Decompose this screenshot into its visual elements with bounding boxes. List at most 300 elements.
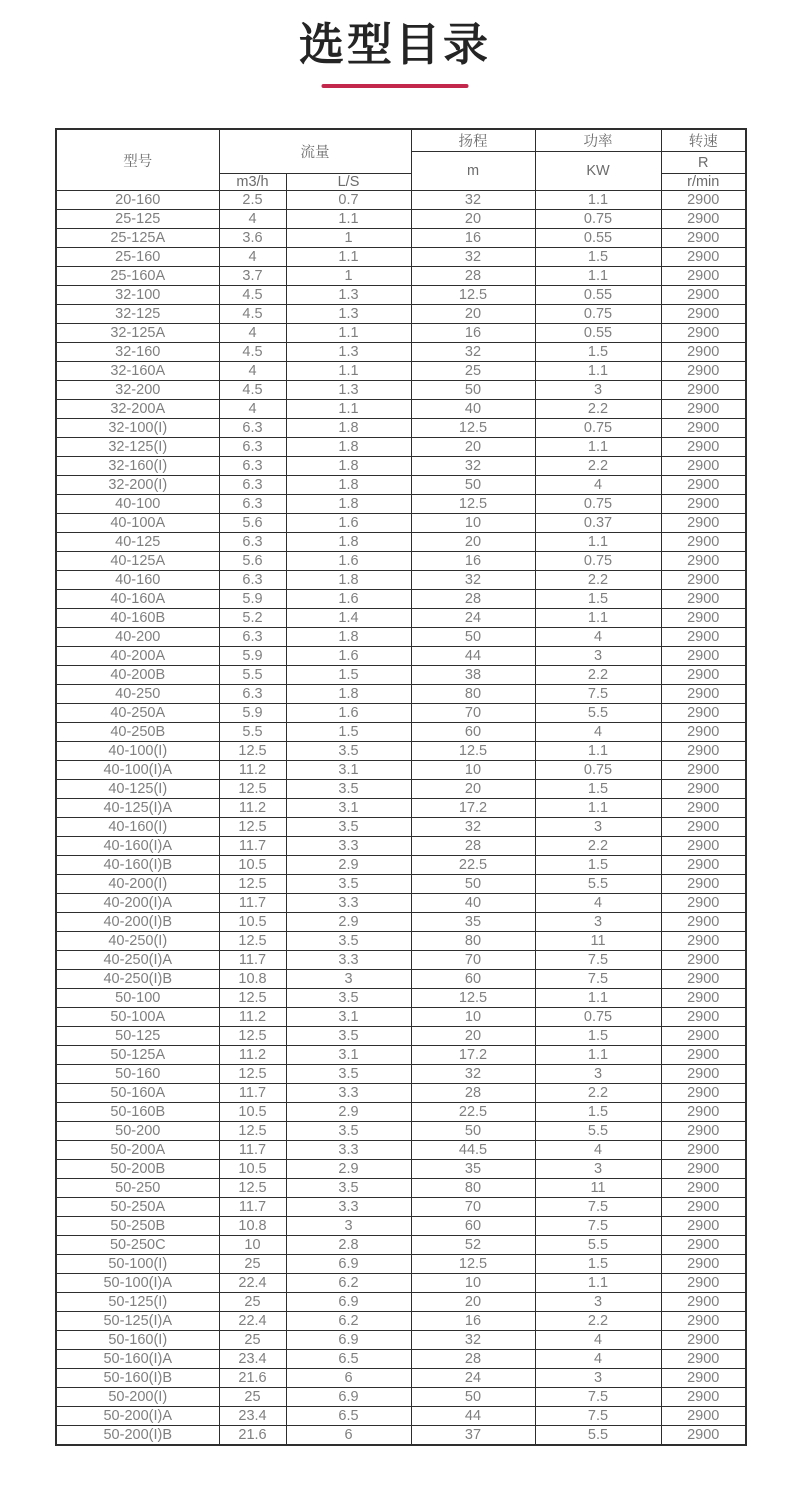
table-row (56, 704, 746, 723)
flow-m3h-cell: 22.4 (219, 1312, 286, 1331)
table-row (56, 210, 746, 229)
head-cell: 28 (411, 1084, 535, 1103)
flow-ls-cell: 3.5 (286, 1065, 411, 1084)
flow-ls-cell: 1.5 (286, 666, 411, 685)
speed-cell: 2900 (661, 1236, 746, 1255)
speed-cell: 2900 (661, 609, 746, 628)
model-cell: 50-160(I)B (56, 1369, 219, 1388)
model-cell: 32-100(I) (56, 419, 219, 438)
flow-ls-cell: 1.6 (286, 514, 411, 533)
flow-ls-cell: 1.8 (286, 438, 411, 457)
model-cell: 50-160(I) (56, 1331, 219, 1350)
flow-m3h-cell: 6.3 (219, 495, 286, 514)
head-cell: 20 (411, 305, 535, 324)
model-cell: 50-160B (56, 1103, 219, 1122)
power-cell: 0.75 (535, 552, 661, 571)
model-cell: 40-160(I) (56, 818, 219, 837)
speed-cell: 2900 (661, 1103, 746, 1122)
flow-m3h-cell: 6.3 (219, 476, 286, 495)
head-cell: 12.5 (411, 286, 535, 305)
flow-m3h-cell: 12.5 (219, 818, 286, 837)
flow-m3h-cell: 12.5 (219, 989, 286, 1008)
speed-cell: 2900 (661, 856, 746, 875)
power-cell: 1.1 (535, 1274, 661, 1293)
head-cell: 60 (411, 723, 535, 742)
speed-cell: 2900 (661, 647, 746, 666)
model-cell: 50-250 (56, 1179, 219, 1198)
speed-cell: 2900 (661, 1331, 746, 1350)
head-cell: 20 (411, 210, 535, 229)
head-cell: 44 (411, 647, 535, 666)
head-cell: 12.5 (411, 419, 535, 438)
table-row (56, 666, 746, 685)
head-cell: 10 (411, 514, 535, 533)
flow-m3h-cell: 2.5 (219, 191, 286, 210)
speed-cell: 2900 (661, 1388, 746, 1407)
model-cell: 50-100A (56, 1008, 219, 1027)
flow-m3h-cell: 4.5 (219, 381, 286, 400)
speed-cell: 2900 (661, 818, 746, 837)
table-row (56, 742, 746, 761)
flow-m3h-cell: 25 (219, 1388, 286, 1407)
power-cell: 1.5 (535, 1027, 661, 1046)
table-row (56, 970, 746, 989)
speed-cell: 2900 (661, 1046, 746, 1065)
flow-m3h-cell: 10.8 (219, 970, 286, 989)
col-header-model: 型号 (56, 129, 219, 191)
head-cell: 32 (411, 1331, 535, 1350)
head-cell: 20 (411, 533, 535, 552)
power-cell: 3 (535, 1160, 661, 1179)
flow-ls-cell: 2.9 (286, 913, 411, 932)
table-row (56, 609, 746, 628)
flow-m3h-cell: 10.5 (219, 1160, 286, 1179)
head-cell: 35 (411, 913, 535, 932)
table-row (56, 362, 746, 381)
table-row (56, 932, 746, 951)
table-row (56, 913, 746, 932)
model-cell: 50-100 (56, 989, 219, 1008)
head-cell: 12.5 (411, 989, 535, 1008)
flow-m3h-cell: 11.7 (219, 1141, 286, 1160)
col-header-speed: 转速 (661, 129, 746, 152)
flow-ls-cell: 6 (286, 1369, 411, 1388)
speed-cell: 2900 (661, 761, 746, 780)
flow-ls-cell: 6.9 (286, 1293, 411, 1312)
head-cell: 50 (411, 1122, 535, 1141)
flow-ls-cell: 6.5 (286, 1407, 411, 1426)
power-cell: 5.5 (535, 875, 661, 894)
speed-cell: 2900 (661, 1141, 746, 1160)
speed-cell: 2900 (661, 571, 746, 590)
header-row-1 (56, 129, 746, 152)
power-cell: 3 (535, 647, 661, 666)
unit-power-kw: KW (535, 152, 661, 191)
power-cell: 5.5 (535, 1426, 661, 1445)
flow-ls-cell: 1.1 (286, 362, 411, 381)
flow-ls-cell: 1.8 (286, 495, 411, 514)
head-cell: 25 (411, 362, 535, 381)
flow-ls-cell: 3.5 (286, 780, 411, 799)
flow-ls-cell: 1.3 (286, 381, 411, 400)
model-cell: 40-125 (56, 533, 219, 552)
flow-m3h-cell: 25 (219, 1255, 286, 1274)
speed-cell: 2900 (661, 704, 746, 723)
flow-m3h-cell: 6.3 (219, 571, 286, 590)
flow-ls-cell: 3 (286, 1217, 411, 1236)
table-row (56, 514, 746, 533)
table-row (56, 761, 746, 780)
flow-ls-cell: 1.6 (286, 590, 411, 609)
power-cell: 2.2 (535, 666, 661, 685)
table-row (56, 951, 746, 970)
power-cell: 1.1 (535, 533, 661, 552)
flow-ls-cell: 3.5 (286, 989, 411, 1008)
table-row (56, 419, 746, 438)
table-row (56, 1065, 746, 1084)
flow-m3h-cell: 5.9 (219, 704, 286, 723)
flow-m3h-cell: 11.2 (219, 1008, 286, 1027)
flow-ls-cell: 1.3 (286, 286, 411, 305)
model-cell: 40-160A (56, 590, 219, 609)
head-cell: 37 (411, 1426, 535, 1445)
flow-ls-cell: 1.1 (286, 324, 411, 343)
speed-cell: 2900 (661, 951, 746, 970)
speed-cell: 2900 (661, 1027, 746, 1046)
head-cell: 50 (411, 476, 535, 495)
flow-ls-cell: 3.1 (286, 761, 411, 780)
flow-m3h-cell: 25 (219, 1331, 286, 1350)
power-cell: 1.1 (535, 267, 661, 286)
speed-cell: 2900 (661, 1008, 746, 1027)
head-cell: 12.5 (411, 742, 535, 761)
model-cell: 40-160(I)A (56, 837, 219, 856)
table-row (56, 1008, 746, 1027)
power-cell: 4 (535, 723, 661, 742)
flow-m3h-cell: 4 (219, 324, 286, 343)
table-row (56, 780, 746, 799)
flow-ls-cell: 1.8 (286, 685, 411, 704)
table-row (56, 685, 746, 704)
flow-ls-cell: 6 (286, 1426, 411, 1445)
title-underline-accent (322, 84, 469, 88)
flow-m3h-cell: 4.5 (219, 286, 286, 305)
flow-ls-cell: 3.1 (286, 799, 411, 818)
speed-cell: 2900 (661, 533, 746, 552)
speed-cell: 2900 (661, 1426, 746, 1445)
head-cell: 28 (411, 837, 535, 856)
flow-m3h-cell: 5.2 (219, 609, 286, 628)
model-cell: 50-160 (56, 1065, 219, 1084)
head-cell: 32 (411, 571, 535, 590)
flow-ls-cell: 1.8 (286, 457, 411, 476)
speed-cell: 2900 (661, 457, 746, 476)
flow-m3h-cell: 5.5 (219, 666, 286, 685)
table-row (56, 1293, 746, 1312)
table-row (56, 1217, 746, 1236)
flow-m3h-cell: 4.5 (219, 305, 286, 324)
table-row (56, 229, 746, 248)
flow-m3h-cell: 11.7 (219, 1198, 286, 1217)
flow-m3h-cell: 23.4 (219, 1407, 286, 1426)
head-cell: 50 (411, 875, 535, 894)
table-row (56, 856, 746, 875)
model-cell: 50-100(I) (56, 1255, 219, 1274)
model-cell: 25-160 (56, 248, 219, 267)
table-row (56, 1198, 746, 1217)
speed-cell: 2900 (661, 685, 746, 704)
speed-cell: 2900 (661, 495, 746, 514)
model-cell: 50-250C (56, 1236, 219, 1255)
flow-ls-cell: 6.5 (286, 1350, 411, 1369)
speed-cell: 2900 (661, 913, 746, 932)
table-row (56, 267, 746, 286)
flow-ls-cell: 1 (286, 229, 411, 248)
power-cell: 1.5 (535, 1255, 661, 1274)
speed-cell: 2900 (661, 1350, 746, 1369)
model-cell: 25-160A (56, 267, 219, 286)
flow-m3h-cell: 5.6 (219, 552, 286, 571)
power-cell: 3 (535, 913, 661, 932)
power-cell: 4 (535, 476, 661, 495)
power-cell: 7.5 (535, 685, 661, 704)
speed-cell: 2900 (661, 400, 746, 419)
flow-m3h-cell: 3.6 (219, 229, 286, 248)
table-row (56, 894, 746, 913)
model-cell: 32-200A (56, 400, 219, 419)
table-row (56, 1350, 746, 1369)
head-cell: 28 (411, 1350, 535, 1369)
head-cell: 12.5 (411, 1255, 535, 1274)
unit-flow-ls: L/S (286, 174, 411, 191)
flow-m3h-cell: 12.5 (219, 780, 286, 799)
power-cell: 5.5 (535, 1122, 661, 1141)
head-cell: 44.5 (411, 1141, 535, 1160)
head-cell: 20 (411, 1027, 535, 1046)
col-header-head: 扬程 (411, 129, 535, 152)
table-row (56, 343, 746, 362)
model-cell: 32-200 (56, 381, 219, 400)
flow-m3h-cell: 12.5 (219, 742, 286, 761)
speed-cell: 2900 (661, 324, 746, 343)
flow-m3h-cell: 5.5 (219, 723, 286, 742)
speed-cell: 2900 (661, 248, 746, 267)
speed-cell: 2900 (661, 305, 746, 324)
table-row (56, 1255, 746, 1274)
model-cell: 32-125A (56, 324, 219, 343)
power-cell: 4 (535, 628, 661, 647)
head-cell: 10 (411, 1008, 535, 1027)
table-body (56, 191, 746, 1445)
head-cell: 12.5 (411, 495, 535, 514)
table-row (56, 1179, 746, 1198)
head-cell: 16 (411, 1312, 535, 1331)
flow-m3h-cell: 12.5 (219, 875, 286, 894)
head-cell: 16 (411, 552, 535, 571)
flow-ls-cell: 1.8 (286, 476, 411, 495)
speed-cell: 2900 (661, 1274, 746, 1293)
flow-m3h-cell: 6.3 (219, 685, 286, 704)
power-cell: 1.5 (535, 590, 661, 609)
flow-ls-cell: 3.5 (286, 818, 411, 837)
table-row (56, 305, 746, 324)
flow-ls-cell: 3.3 (286, 1084, 411, 1103)
model-cell: 40-250(I)A (56, 951, 219, 970)
flow-ls-cell: 1.3 (286, 343, 411, 362)
power-cell: 0.75 (535, 210, 661, 229)
table-row (56, 1046, 746, 1065)
head-cell: 10 (411, 1274, 535, 1293)
model-cell: 32-100 (56, 286, 219, 305)
head-cell: 20 (411, 780, 535, 799)
speed-cell: 2900 (661, 989, 746, 1008)
speed-cell: 2900 (661, 799, 746, 818)
table-row (56, 1141, 746, 1160)
head-cell: 17.2 (411, 1046, 535, 1065)
flow-ls-cell: 6.2 (286, 1312, 411, 1331)
table-row (56, 324, 746, 343)
head-cell: 16 (411, 324, 535, 343)
power-cell: 4 (535, 1141, 661, 1160)
speed-cell: 2900 (661, 343, 746, 362)
power-cell: 0.37 (535, 514, 661, 533)
table-row (56, 1312, 746, 1331)
model-cell: 20-160 (56, 191, 219, 210)
head-cell: 20 (411, 438, 535, 457)
model-cell: 40-100 (56, 495, 219, 514)
table-row (56, 248, 746, 267)
power-cell: 7.5 (535, 1407, 661, 1426)
power-cell: 7.5 (535, 970, 661, 989)
flow-ls-cell: 3.3 (286, 1141, 411, 1160)
head-cell: 50 (411, 1388, 535, 1407)
speed-cell: 2900 (661, 552, 746, 571)
power-cell: 0.75 (535, 419, 661, 438)
table-row (56, 1027, 746, 1046)
flow-m3h-cell: 11.7 (219, 951, 286, 970)
flow-ls-cell: 3.3 (286, 1198, 411, 1217)
model-cell: 25-125A (56, 229, 219, 248)
flow-ls-cell: 1.8 (286, 571, 411, 590)
head-cell: 52 (411, 1236, 535, 1255)
speed-cell: 2900 (661, 1179, 746, 1198)
speed-cell: 2900 (661, 1369, 746, 1388)
model-cell: 50-250A (56, 1198, 219, 1217)
unit-speed-r: R (661, 152, 746, 174)
speed-cell: 2900 (661, 1255, 746, 1274)
table-row (56, 1369, 746, 1388)
speed-cell: 2900 (661, 723, 746, 742)
table-row (56, 818, 746, 837)
table-row (56, 647, 746, 666)
speed-cell: 2900 (661, 628, 746, 647)
power-cell: 1.1 (535, 191, 661, 210)
power-cell: 5.5 (535, 704, 661, 723)
flow-m3h-cell: 25 (219, 1293, 286, 1312)
col-header-power: 功率 (535, 129, 661, 152)
speed-cell: 2900 (661, 1065, 746, 1084)
power-cell: 0.75 (535, 1008, 661, 1027)
head-cell: 70 (411, 1198, 535, 1217)
flow-m3h-cell: 6.3 (219, 419, 286, 438)
power-cell: 3 (535, 1369, 661, 1388)
power-cell: 2.2 (535, 1312, 661, 1331)
model-cell: 32-200(I) (56, 476, 219, 495)
model-cell: 40-250(I)B (56, 970, 219, 989)
table-row (56, 1274, 746, 1293)
model-cell: 40-200B (56, 666, 219, 685)
flow-ls-cell: 1.1 (286, 248, 411, 267)
table-row (56, 837, 746, 856)
speed-cell: 2900 (661, 1160, 746, 1179)
flow-ls-cell: 1.8 (286, 628, 411, 647)
flow-ls-cell: 2.9 (286, 1160, 411, 1179)
flow-m3h-cell: 5.6 (219, 514, 286, 533)
speed-cell: 2900 (661, 438, 746, 457)
head-cell: 70 (411, 951, 535, 970)
head-cell: 60 (411, 1217, 535, 1236)
head-cell: 32 (411, 818, 535, 837)
power-cell: 2.2 (535, 400, 661, 419)
flow-ls-cell: 6.9 (286, 1255, 411, 1274)
power-cell: 3 (535, 1293, 661, 1312)
power-cell: 3 (535, 818, 661, 837)
speed-cell: 2900 (661, 932, 746, 951)
table-row (56, 1331, 746, 1350)
flow-m3h-cell: 4 (219, 400, 286, 419)
head-cell: 80 (411, 932, 535, 951)
model-cell: 50-200B (56, 1160, 219, 1179)
table-row (56, 1388, 746, 1407)
flow-ls-cell: 2.9 (286, 856, 411, 875)
speed-cell: 2900 (661, 286, 746, 305)
model-cell: 50-200 (56, 1122, 219, 1141)
power-cell: 0.75 (535, 495, 661, 514)
flow-m3h-cell: 10.5 (219, 856, 286, 875)
power-cell: 0.75 (535, 761, 661, 780)
head-cell: 17.2 (411, 799, 535, 818)
head-cell: 32 (411, 343, 535, 362)
table-row (56, 1103, 746, 1122)
head-cell: 22.5 (411, 856, 535, 875)
flow-m3h-cell: 4 (219, 210, 286, 229)
flow-ls-cell: 6.9 (286, 1331, 411, 1350)
power-cell: 11 (535, 1179, 661, 1198)
power-cell: 1.5 (535, 856, 661, 875)
head-cell: 50 (411, 628, 535, 647)
head-cell: 28 (411, 590, 535, 609)
head-cell: 16 (411, 229, 535, 248)
table-row (56, 989, 746, 1008)
table-row (56, 286, 746, 305)
power-cell: 0.75 (535, 305, 661, 324)
head-cell: 60 (411, 970, 535, 989)
flow-ls-cell: 1.6 (286, 647, 411, 666)
table-row (56, 1426, 746, 1445)
flow-ls-cell: 2.8 (286, 1236, 411, 1255)
speed-cell: 2900 (661, 894, 746, 913)
model-cell: 32-160A (56, 362, 219, 381)
model-cell: 32-160 (56, 343, 219, 362)
power-cell: 2.2 (535, 1084, 661, 1103)
flow-m3h-cell: 6.3 (219, 628, 286, 647)
flow-m3h-cell: 5.9 (219, 590, 286, 609)
head-cell: 50 (411, 381, 535, 400)
head-cell: 80 (411, 1179, 535, 1198)
power-cell: 1.1 (535, 609, 661, 628)
speed-cell: 2900 (661, 666, 746, 685)
flow-ls-cell: 3.5 (286, 875, 411, 894)
